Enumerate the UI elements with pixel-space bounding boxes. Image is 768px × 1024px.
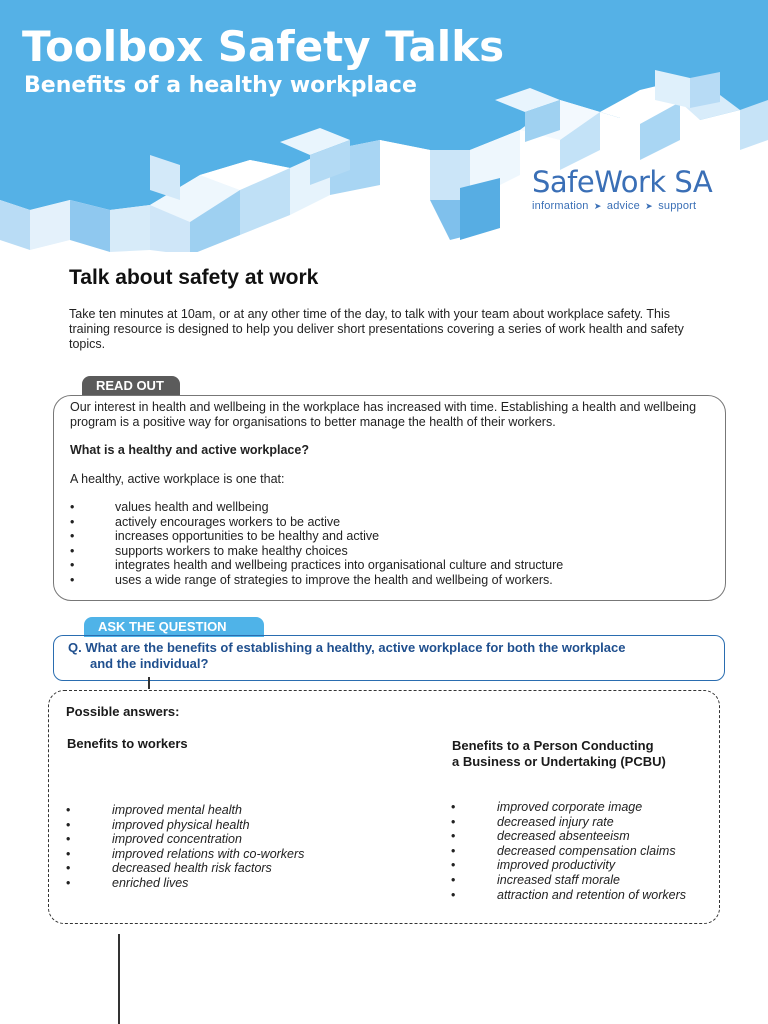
page-title: Toolbox Safety Talks	[22, 22, 505, 71]
list-item: • enriched lives	[66, 875, 189, 890]
workers-benefits-list	[66, 803, 304, 891]
bullet-icon: •	[70, 500, 75, 514]
list-item: • improved productivity	[451, 858, 616, 873]
possible-answers-heading: Possible answers:	[66, 704, 180, 719]
list-item: • improved physical health	[66, 817, 250, 832]
read-out-question: What is a healthy and active workplace?	[70, 443, 309, 457]
read-out-paragraph: Our interest in health and wellbeing in the workplace has increased with time. Establishing a health and wellbeing program is a positive way for organisations to better manage the health of their workers.	[70, 400, 697, 429]
list-item: • decreased injury rate	[451, 814, 614, 829]
bullet-icon: •	[70, 529, 75, 544]
bullet-icon: •	[70, 543, 75, 558]
list-item: • integrates health and wellbeing practices into organisational culture and structure	[70, 558, 564, 573]
list-item: • decreased health risk factors	[66, 861, 272, 876]
bullet-icon: •	[66, 846, 71, 861]
bullet-icon: •	[66, 861, 71, 876]
bullet-icon: •	[70, 558, 75, 573]
continuation-line	[118, 934, 120, 1024]
list-item: • increased staff morale	[451, 872, 620, 887]
question-box	[53, 635, 725, 681]
read-out-lead: A healthy, active workplace is one that:	[70, 471, 285, 486]
connector-line	[148, 677, 150, 689]
question-line-1: Q. What are the benefits of establishing a healthy, active workplace for both the workplace	[68, 640, 626, 655]
list-item: • decreased absenteeism	[451, 829, 630, 844]
list-item: • improved concentration	[66, 832, 242, 847]
section-heading: Talk about safety at work	[69, 266, 319, 289]
bullet-icon: •	[451, 872, 456, 887]
bullet-icon: •	[70, 572, 75, 587]
chevron-right-icon: ➤	[645, 201, 653, 211]
pcbu-benefits-heading: Benefits to a Person Conducting a Business or Undertaking (PCBU)	[452, 738, 666, 769]
list-item: • attraction and retention of workers	[451, 887, 686, 902]
list-item: • improved relations with co-workers	[66, 846, 305, 861]
bullet-icon: •	[70, 514, 75, 529]
tagline-information: information	[532, 200, 589, 212]
list-item: • decreased compensation claims	[451, 843, 676, 858]
chevron-right-icon: ➤	[593, 201, 602, 211]
bullet-icon: •	[451, 829, 456, 844]
bullet-icon: •	[66, 832, 71, 847]
healthy-workplace-list	[70, 500, 715, 588]
brand-name: SafeWork SA	[532, 165, 713, 199]
list-item: • improved mental health	[66, 803, 242, 817]
list-item: • values health and wellbeing	[70, 500, 269, 514]
bullet-icon: •	[66, 817, 71, 832]
bullet-icon: •	[66, 875, 71, 890]
bullet-icon: •	[451, 800, 456, 814]
list-item: • improved corporate image	[451, 800, 643, 814]
page-subtitle: Benefits of a healthy workplace	[24, 73, 417, 98]
list-item: • actively encourages workers to be active	[70, 514, 341, 529]
tagline-support: support	[658, 200, 697, 212]
list-item: • increases opportunities to be healthy and active	[70, 529, 380, 544]
ask-the-question-tab: ASK THE QUESTION	[84, 617, 264, 637]
bullet-icon: •	[451, 814, 456, 829]
pcbu-benefits-list	[451, 800, 686, 902]
safework-sa-logo	[532, 166, 712, 212]
question-line-2: and the individual?	[90, 656, 209, 671]
bullet-icon: •	[451, 887, 456, 902]
read-out-box	[53, 395, 726, 601]
intro-paragraph: Take ten minutes at 10am, or at any other time of the day, to talk with your team about workplace safety. This training resource is designed to help you deliver short presentations covering a series of work health and safety topics.	[69, 307, 684, 351]
tagline-advice: advice	[606, 200, 640, 212]
list-item: • uses a wide range of strategies to improve the health and wellbeing of workers.	[70, 572, 553, 587]
workers-benefits-heading: Benefits to workers	[67, 736, 188, 751]
list-item: • supports workers to make healthy choices	[70, 543, 348, 558]
read-out-tab: READ OUT	[82, 376, 180, 396]
bullet-icon: •	[451, 843, 456, 858]
bullet-icon: •	[66, 803, 71, 817]
bullet-icon: •	[451, 858, 456, 873]
brand-tagline	[532, 200, 712, 212]
